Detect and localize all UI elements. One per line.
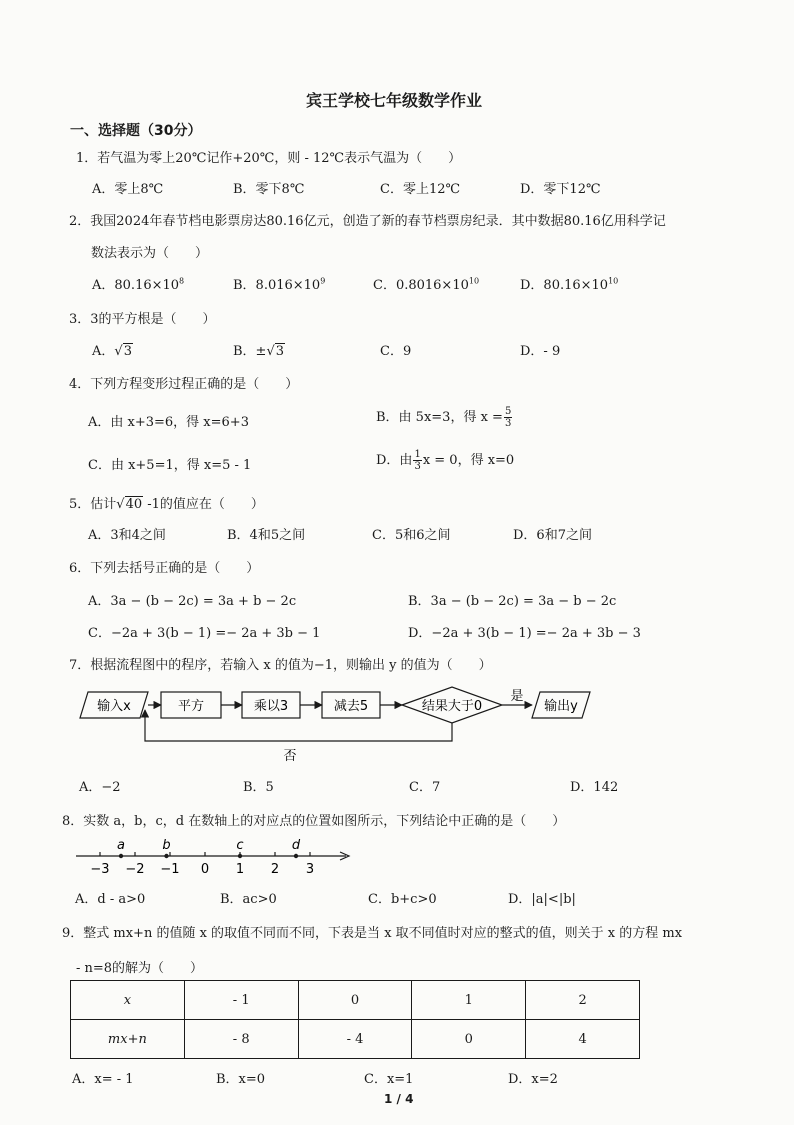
q6-option-d: D．−2a + 3(b − 1) =− 2a + 3b − 3 [408,626,641,641]
q4-option-b: B．由 5x=3，得 x = $\frac{5}{3}$ [376,406,512,429]
q8-option-d: D．|a|<|b| [508,892,576,907]
q9-option-a: A．x= - 1 [72,1072,134,1087]
number-line-point-label: a [117,838,125,853]
q6-option-b: B．3a − (b − 2c) = 3a − b − 2c [408,594,617,609]
q3-option-b: B．±√3 [233,344,285,359]
q1-option-d: D．零下12℃ [520,182,601,197]
q1-option-a: A．零上8℃ [92,182,164,197]
number-line-point-label: d [291,838,301,853]
q2-option-a: A．$80.16\times 10^8$ [92,276,185,293]
q9-option-c: C．x=1 [364,1072,414,1087]
table-cell: 4 [526,1020,640,1059]
table-cell: 1 [412,981,526,1020]
q3-option-a: A．√3 [92,344,132,359]
page-title: 宾王学校七年级数学作业 [306,91,483,110]
number-line-tick-label: −1 [160,862,180,877]
q8-option-b: B．ac>0 [220,892,277,907]
table-cell: mx+n [71,1020,185,1059]
q2-option-b: B．$8.016\times 10^9$ [233,276,326,293]
table-row [71,1020,640,1059]
q1-option-b: B．零下8℃ [233,182,305,197]
q1-option-c: C．零上12℃ [380,182,461,197]
q6-option-c: C．−2a + 3(b − 1) =− 2a + 3b − 1 [88,626,321,641]
number-line-tick-label: −2 [125,862,145,877]
q5-option-c: C．5和6之间 [372,528,451,543]
q4-option-a: A．由 x+3=6，得 x=6+3 [88,415,249,430]
table-cell: 2 [526,981,640,1020]
number-line-tick-label: 3 [305,862,315,877]
number-line-point-label: c [236,838,244,853]
q5-option-a: A．3和4之间 [88,528,166,543]
q9-stem-line1: 9．整式 mx+n 的值随 x 的取值不同而不同，下表是当 x 取不同值时对应的整式的值，则关于 x 的方程 mx [62,926,683,941]
flow-mul3-label: 乘以3 [253,699,289,714]
flow-decision-label: 结果大于0 [421,699,483,714]
flow-square-label: 平方 [177,699,205,714]
number-line-point [238,854,242,858]
q7-option-a: A．−2 [79,780,121,795]
q9-value-table [70,980,640,1059]
number-line-point [119,854,123,858]
q8-option-c: C．b+c>0 [368,892,437,907]
page-number: 1 / 4 [384,1092,414,1106]
q4-option-d: D．由 $\frac{1}{3}$ x = 0，得 x=0 [376,449,515,472]
q6-option-a: A．3a − (b − 2c) = 3a + b − 2c [88,594,297,609]
q2-stem-line1: 2．我国2024年春节档电影票房达80.16亿元，创造了新的春节档票房纪录．其中数据80.16亿用科学记 [69,214,666,229]
number-line-tick-label: 2 [270,862,280,877]
q3-option-d: D．- 9 [520,344,561,359]
table-row [71,981,640,1020]
q9-option-d: D．x=2 [508,1072,558,1087]
number-line-point [164,854,168,858]
q7-stem: 7．根据流程图中的程序，若输入 x 的值为−1，则输出 y 的值为（ ） [69,658,492,673]
flow-no-label: 否 [283,749,297,764]
number-line-tick-label: 0 [200,862,210,877]
flow-sub5-label: 减去5 [333,699,369,714]
section-heading: 一、选择题（30分） [70,123,202,139]
q7-option-b: B．5 [243,780,274,795]
q3-stem: 3．3的平方根是（ ） [69,312,216,327]
q9-option-b: B．x=0 [216,1072,266,1087]
q1-stem: 1．若气温为零上20℃记作+20℃，则 - 12℃表示气温为（ ） [76,151,462,166]
table-cell: - 8 [184,1020,298,1059]
q7-option-c: C．7 [409,780,441,795]
q5-option-b: B．4和5之间 [227,528,306,543]
q6-stem: 6．下列去括号正确的是（ ） [69,561,260,576]
table-cell: 0 [412,1020,526,1059]
number-line-point-label: b [162,838,171,853]
q2-option-d: D．$80.16\times 10^{10}$ [520,276,619,293]
q2-stem-line2: 数法表示为（ ） [91,246,209,261]
flow-yes-label: 是 [510,689,524,704]
table-cell: x [71,981,185,1020]
q4-option-c: C．由 x+5=1，得 x=5 - 1 [88,458,252,473]
number-line-tick-label: −3 [90,862,110,877]
q5-option-d: D．6和7之间 [513,528,592,543]
q3-option-c: C．9 [380,344,412,359]
number-line-tick-label: 1 [235,862,245,877]
q7-option-d: D．142 [570,780,619,795]
q5-stem: 5．估计√40 -1的值应在（ ） [69,497,264,512]
q4-stem: 4．下列方程变形过程正确的是（ ） [69,377,299,392]
table-cell: - 1 [184,981,298,1020]
q9-stem-line2: - n=8的解为（ ） [76,961,204,976]
q8-stem: 8．实数 a，b，c，d 在数轴上的对应点的位置如图所示，下列结论中正确的是（ ） [62,814,566,829]
table-cell: - 4 [298,1020,412,1059]
q8-option-a: A．d - a>0 [75,892,146,907]
flow-output-label: 输出y [544,699,578,714]
flow-input-label: 输入x [97,699,131,714]
number-line-point [294,854,298,858]
q2-option-c: C．$0.8016\times 10^{10}$ [373,276,480,293]
table-cell: 0 [298,981,412,1020]
